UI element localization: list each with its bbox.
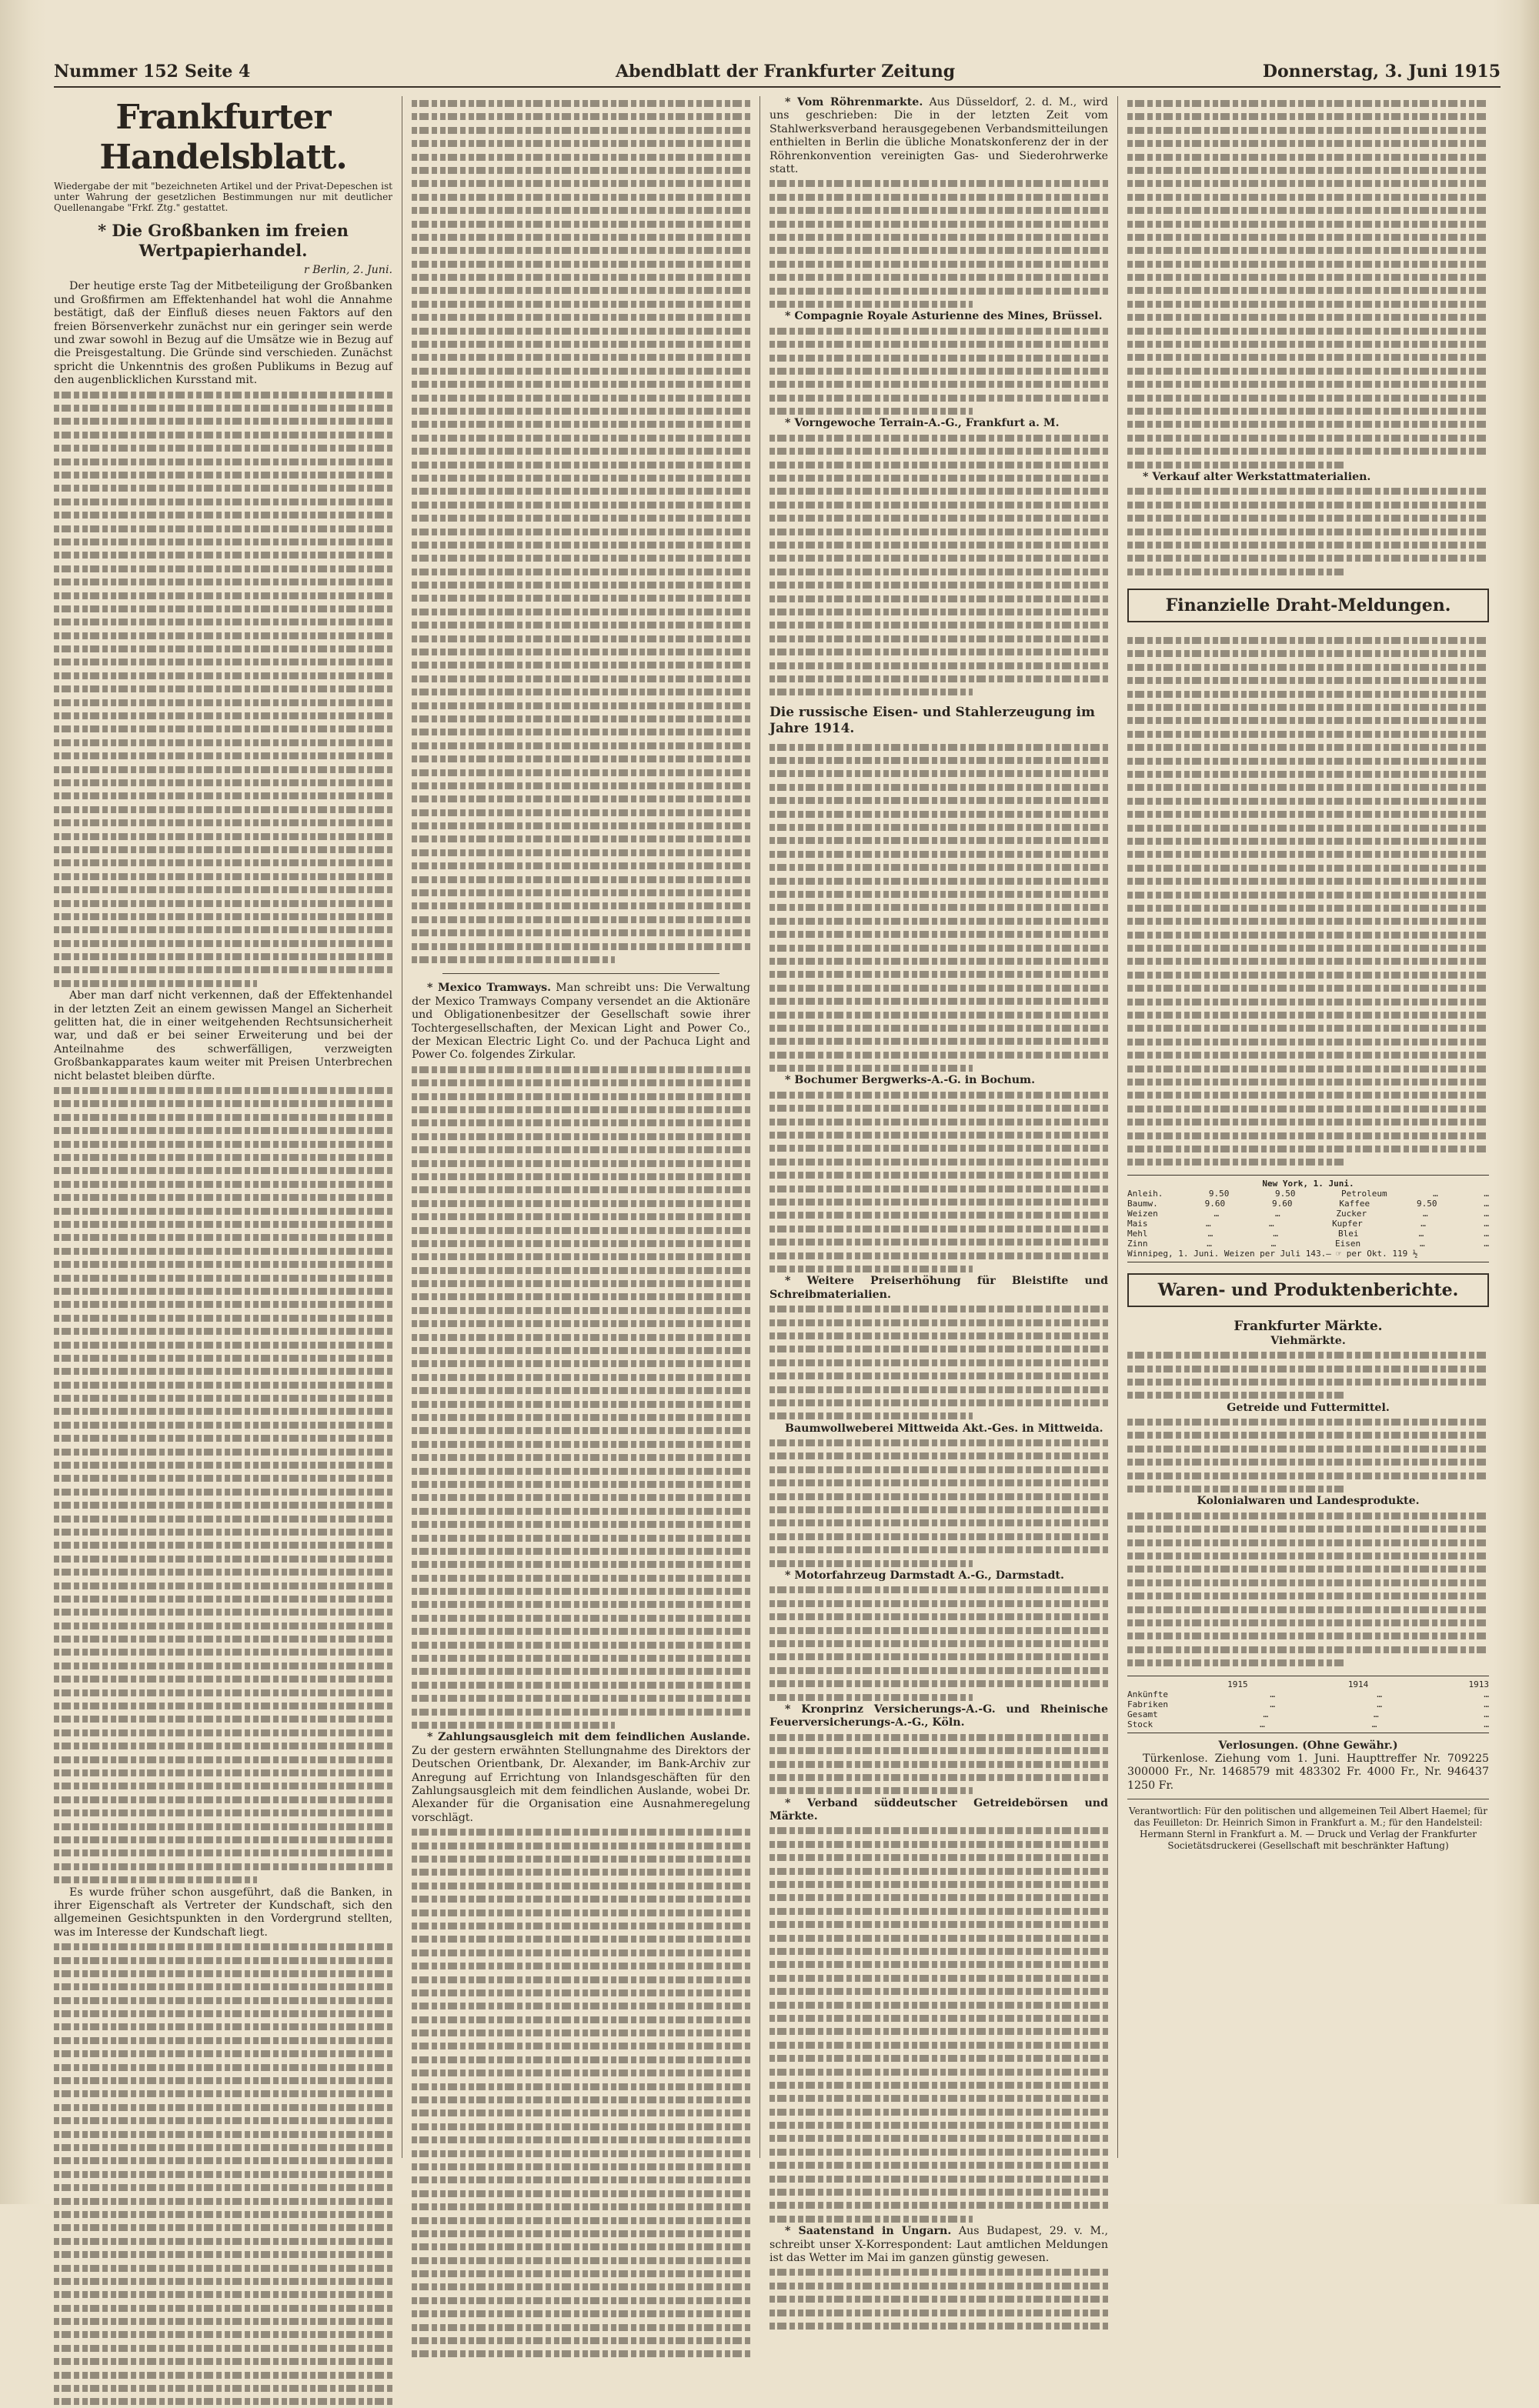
table-cell: … xyxy=(1484,1699,1489,1709)
table-cell: … xyxy=(1274,1208,1280,1219)
section-subtitle: Viehmärkte. xyxy=(1270,1334,1346,1347)
table-cell: … xyxy=(1433,1188,1438,1199)
article-divider xyxy=(442,973,719,974)
table-cell: … xyxy=(1418,1228,1424,1239)
imprint: Verantwortlich: Für den politischen und allgemeinen Teil Albert Haemel; für das Feuilleton: Dr. Heinrich Simon in Frankfurt a. M.; für den Handelsteil: Hermann Sternl in Frankfurt a. M. — Druck und Verlag der Frankfurter Societätsdruckerei (Gesellschaft mit beschränkter Haftung) xyxy=(1129,1806,1487,1852)
table-row xyxy=(1127,1239,1489,1249)
table-header xyxy=(1127,1679,1489,1689)
section-heading-box: Waren- und Produktenberichte. xyxy=(1127,1273,1489,1307)
section-title: * Compagnie Royale Asturienne des Mines, Brüssel. xyxy=(785,310,1103,323)
article-paragraph: Aus Düsseldorf, 2. d. M., wird uns geschrieben: Die in der letzten Zeit vom Stahlwerksverband herausgegebenen Verbandsmitteilungen enthielten in Berlin die übliche Monatskonferenz der in der Röhrenkonvention vereinigten Gas- und Siederohrwerke statt. xyxy=(770,96,1108,176)
table-cell: Stock xyxy=(1127,1719,1153,1729)
table-cell: … xyxy=(1373,1709,1379,1719)
table-cell: … xyxy=(1205,1218,1211,1229)
table-cell: … xyxy=(1260,1719,1265,1729)
table-row xyxy=(1127,1199,1489,1209)
table-header-cell: 1915 xyxy=(1227,1679,1248,1689)
table-header-cell: 1913 xyxy=(1468,1679,1489,1689)
table-cell: … xyxy=(1371,1719,1377,1729)
table-cell: … xyxy=(1484,1709,1489,1719)
section-title: * Vorngewoche Terrain-A.-G., Frankfurt a. M. xyxy=(785,417,1060,430)
table-cell: … xyxy=(1207,1228,1214,1239)
table-cell: … xyxy=(1420,1218,1426,1229)
table-row xyxy=(1127,1689,1489,1699)
table-cell: … xyxy=(1270,1238,1277,1249)
table-cell: … xyxy=(1269,1218,1274,1229)
section-title: Die russische Eisen- und Stahlerzeugung im Jahre 1914. xyxy=(770,704,1095,736)
table-cell: Weizen xyxy=(1127,1208,1158,1219)
table-cell: … xyxy=(1273,1228,1278,1239)
sugar-stats-table xyxy=(1127,1676,1489,1733)
table-cell: Mais xyxy=(1127,1218,1148,1229)
table-cell: 9.50 xyxy=(1208,1188,1230,1199)
table-header-cell: 1914 xyxy=(1347,1679,1369,1689)
section-title: * Verkauf alter Werkstattmaterialien. xyxy=(1143,470,1371,483)
table-cell: … xyxy=(1422,1208,1428,1219)
table-cell: Zinn xyxy=(1127,1238,1148,1249)
table-row xyxy=(1127,1719,1489,1729)
table-cell: … xyxy=(1419,1238,1425,1249)
section-title: * Vom Röhrenmarkte. xyxy=(785,96,923,108)
table-cell: Fabriken xyxy=(1127,1699,1168,1709)
table-cell: … xyxy=(1484,1689,1489,1699)
table-cell: Ankünfte xyxy=(1127,1689,1168,1699)
table-cell: … xyxy=(1377,1689,1382,1699)
article-paragraph: Der heutige erste Tag der Mitbeteiligung der Großbanken und Großfirmen am Effektenhandel hat wohl die Annahme bestätigt, daß der Einfluß dieses neuen Faktors auf den freien Börsenverkehr zunächst nur ein geringer sein werde und zwar sowohl in Bezug auf die Umsätze wie in Bezug auf die Preisgestaltung. Die Gründe sind verschieden. Zunächst spricht die Unkenntnis des großen Publikums in Bezug auf den augenblicklichen Kursstand mit. xyxy=(54,280,392,387)
table-cell: Kaffee xyxy=(1339,1198,1370,1209)
table-cell: … xyxy=(1484,1228,1489,1239)
masthead-note: Wiedergabe der mit "bezeichneten Artikel und der Privat-Depeschen ist unter Wahrung der gesetzlichen Bestimmungen nur mit deutlicher Quellenangabe "Frkf. Ztg." gestattet. xyxy=(54,181,392,213)
table-cell: Kupfer xyxy=(1332,1218,1363,1229)
column-1 xyxy=(54,96,392,2158)
section-subtitle: Kolonialwaren und Landesprodukte. xyxy=(1197,1495,1420,1508)
newyork-table xyxy=(1127,1175,1489,1262)
section-title: Baumwollweberei Mittweida Akt.-Ges. in Mittweida. xyxy=(785,1422,1103,1435)
table-cell: 9.50 xyxy=(1417,1198,1437,1209)
newspaper-title: Abendblatt der Frankfurter Zeitung xyxy=(616,62,956,82)
section-title: * Verband süddeutscher Getreidebörsen und Märkte. xyxy=(770,1796,1108,1823)
table-row xyxy=(1127,1709,1489,1719)
section-subtitle: Getreide und Futtermittel. xyxy=(1227,1401,1390,1414)
column-3 xyxy=(770,96,1108,2265)
table-cell: … xyxy=(1270,1699,1275,1709)
article-paragraph: Aus Budapest, 29. v. M., schreibt unser X-Korrespondent: Laut amtlichen Meldungen ist das Wetter im Mai im ganzen günstig gewesen. xyxy=(770,2225,1108,2265)
table-cell: Baumw. xyxy=(1127,1198,1158,1209)
article-paragraph: Zu der gestern erwähnten Stellungnahme des Direktors der Deutschen Orientbank, Dr. Alexander, im Bank-Archiv zur Anregung auf Errichtung von Inlandsgeschäften für den Zahlungsausgleich mit dem feindlichen Auslande, wobei Dr. Alexander für die Organisation eine Ausnahmeregelung vorschlägt. xyxy=(412,1744,750,1824)
table-cell: Zucker xyxy=(1336,1208,1367,1219)
table-cell: … xyxy=(1270,1689,1275,1699)
section-title: * Saatenstand in Ungarn. xyxy=(785,2225,952,2238)
table-row xyxy=(1127,1699,1489,1709)
table-row xyxy=(1127,1189,1489,1199)
section-subtitle: Verlosungen. (Ohne Gewähr.) xyxy=(1218,1739,1398,1752)
article-paragraph: Es wurde früher schon ausgeführt, daß die Banken, in ihrer Eigenschaft als Vertreter der Kundschaft, sich den allgemeinen Gesichtspunkten in den Vordergrund stellten, was im Interesse der Kundschaft liegt. xyxy=(54,1886,392,1939)
table-cell: … xyxy=(1484,1208,1489,1219)
lottery-text: Türkenlose. Ziehung vom 1. Juni. Haupttreffer Nr. 709225 300000 Fr., Nr. 1468579 mit 483302 Fr. 4000 Fr., Nr. 946437 1250 Fr. xyxy=(1127,1752,1489,1792)
table-note: Winnipeg, 1. Juni. Weizen per Juli 143.— ☞ per Okt. 119 ½ xyxy=(1127,1248,1418,1259)
article-dateline: r Berlin, 2. Juni. xyxy=(303,264,392,276)
section-title: * Bochumer Bergwerks-A.-G. in Bochum. xyxy=(785,1074,1036,1087)
table-cell: … xyxy=(1263,1709,1269,1719)
article-paragraph: Man schreibt uns: Die Verwaltung der Mexico Tramways Company versendet an die Aktionäre und Obligationenbesitzer der Gesellschaft sowie ihrer Tochtergesellschaften, der Mexican Light and Power Co., der Mexican Electric Light Co. und der Pachuca Light and Power Co. folgendes Zirkular. xyxy=(412,982,750,1062)
table-cell: Mehl xyxy=(1127,1228,1148,1239)
article-title: * Die Großbanken im freien Wertpapierhandel. xyxy=(98,221,349,260)
table-cell: … xyxy=(1207,1238,1212,1249)
page-number: Seite 4 xyxy=(185,62,251,82)
table-cell: Gesamt xyxy=(1127,1709,1158,1719)
table-cell: … xyxy=(1484,1719,1489,1729)
page-header xyxy=(54,55,1501,88)
column-2 xyxy=(412,96,750,2158)
article-paragraph: Aber man darf nicht verkennen, daß der Effektenhandel in der letzten Zeit an einem gewissen Mangel an Sicherheit gelitten hat, die in einer weitgehenden Rechtsunsicherheit war, und daß er bei seiner Erweiterung und bei der Anteilnahme des schwerfälligen, verzweigten Großbankapparates kaum weiter mit Preisen Unterbrechen nicht belastet bleiben dürfte. xyxy=(54,989,392,1082)
section-title: * Mexico Tramways. xyxy=(427,982,552,995)
issue-number: Nummer 152 xyxy=(54,62,179,82)
table-row xyxy=(1127,1209,1489,1219)
section-title: * Zahlungsausgleich mit dem feindlichen Auslande. xyxy=(427,1731,750,1744)
column-4 xyxy=(1127,96,1489,2158)
table-cell: Eisen xyxy=(1335,1238,1361,1249)
column-rule xyxy=(1117,96,1118,2158)
column-rule xyxy=(759,96,760,2158)
table-cell: … xyxy=(1214,1208,1220,1219)
table-cell: … xyxy=(1484,1198,1489,1209)
table-row xyxy=(1127,1229,1489,1239)
section-title: * Motorfahrzeug Darmstadt A.-G., Darmstadt. xyxy=(785,1569,1064,1582)
masthead: Frankfurter Handelsblatt. xyxy=(99,98,347,177)
table-title: New York, 1. Juni. xyxy=(1262,1178,1354,1189)
table-cell: 9.60 xyxy=(1204,1198,1226,1209)
section-title: * Kronprinz Versicherungs-A.-G. und Rheinische Feuerversicherungs-A.-G., Köln. xyxy=(770,1703,1108,1729)
table-row xyxy=(1127,1219,1489,1229)
section-subtitle: Frankfurter Märkte. xyxy=(1234,1318,1383,1334)
table-cell: 9.60 xyxy=(1272,1198,1293,1209)
table-cell: … xyxy=(1484,1238,1489,1249)
table-cell: 9.50 xyxy=(1274,1188,1296,1199)
section-heading-box: Finanzielle Draht-Meldungen. xyxy=(1127,589,1489,622)
section-title: * Weitere Preiserhöhung für Bleistifte und Schreibmaterialien. xyxy=(770,1275,1108,1301)
table-cell: … xyxy=(1484,1188,1489,1199)
table-cell: … xyxy=(1377,1699,1382,1709)
table-cell: Petroleum xyxy=(1341,1188,1387,1199)
table-cell: … xyxy=(1484,1218,1489,1229)
table-cell: Anleih. xyxy=(1127,1188,1163,1199)
issue-date: Donnerstag, 3. Juni 1915 xyxy=(1262,62,1501,82)
table-cell: Blei xyxy=(1338,1228,1359,1239)
